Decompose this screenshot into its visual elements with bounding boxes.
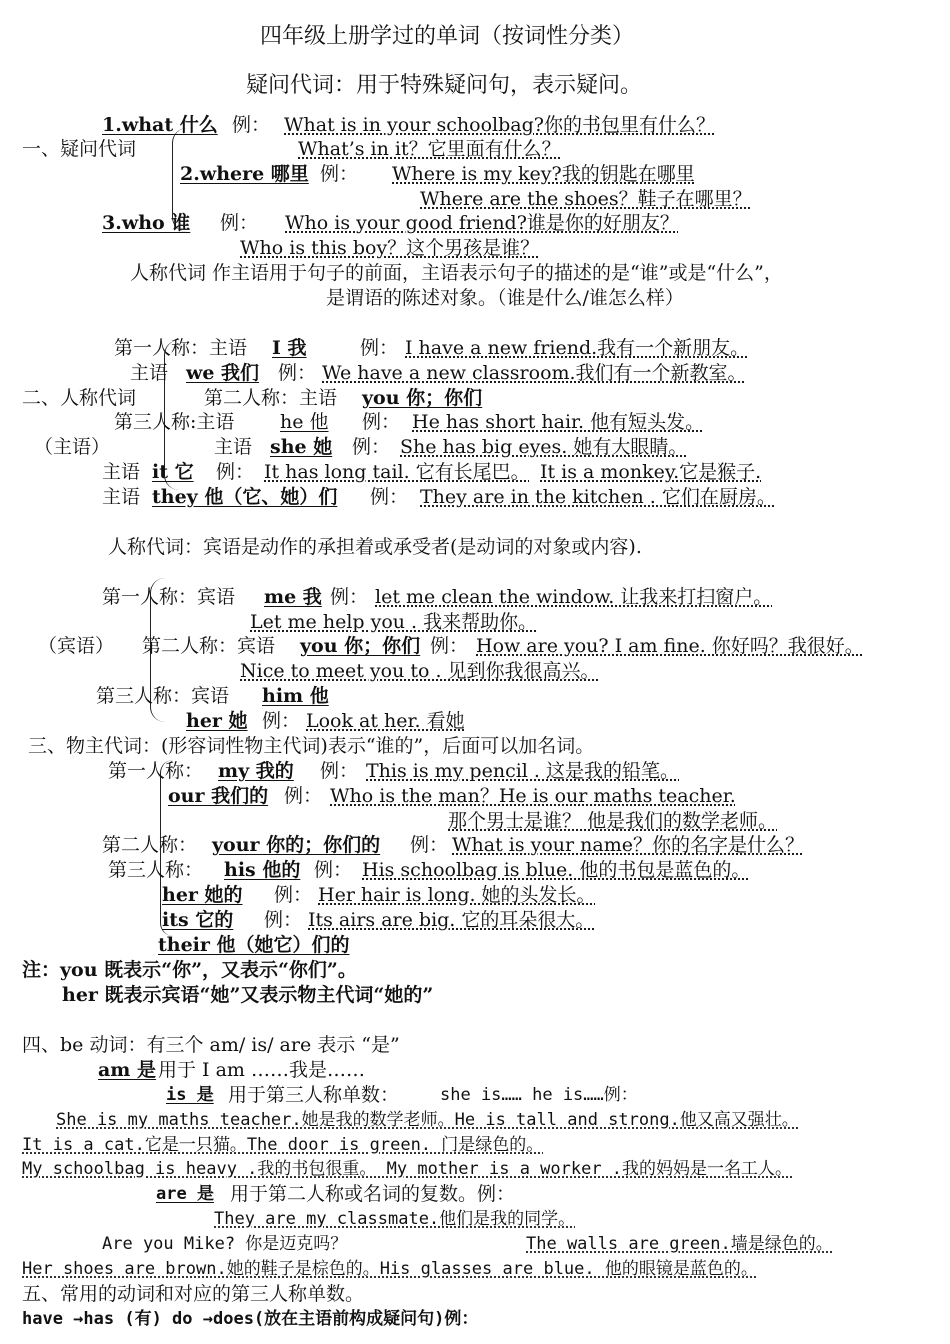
label: 例： xyxy=(278,362,317,384)
verb-line: have →has (有) do →does(放在主语前构成疑问句)例： xyxy=(22,1309,479,1329)
example: Who is this boy？这个男孩是谁？ xyxy=(240,237,540,259)
subheading: （主语） xyxy=(34,436,111,458)
word: your 你的；你们的 xyxy=(212,834,381,856)
example: Its airs are big. 它的耳朵很大。 xyxy=(308,909,595,931)
word: is 是 xyxy=(166,1085,214,1105)
word: 3.who 谁 xyxy=(102,212,191,234)
label: 例： xyxy=(352,436,391,458)
word: our 我们的 xyxy=(168,785,269,807)
word: their 他（她它）们的 xyxy=(158,934,350,956)
word: am 是 xyxy=(98,1059,157,1081)
note: her 既表示宾语“她”又表示物主代词“她的” xyxy=(62,984,434,1006)
word: its 它的 xyxy=(162,909,234,931)
word: he 他 xyxy=(280,411,329,433)
label: 例： xyxy=(410,834,449,856)
paragraph: 是谓语的陈述对象。（谁是什么/谁怎么样） xyxy=(326,287,684,309)
example: She is my maths teacher.她是我的数学老师。He is tall and strong.他又高又强壮。 xyxy=(56,1110,799,1130)
section-heading: 五、常用的动词和对应的第三人称单数。 xyxy=(22,1283,365,1305)
label: 例： xyxy=(216,461,255,483)
word: his 他的 xyxy=(224,859,301,881)
text: 用于第二人称或名词的复数。例： xyxy=(230,1183,516,1205)
label: 主语 xyxy=(214,436,253,458)
label: 例： xyxy=(370,486,409,508)
text: 用于 I am ……我是…… xyxy=(158,1059,365,1081)
example: Look at her. 看她 xyxy=(306,710,465,732)
example: 那个男士是谁？ 他是我们的数学老师。 xyxy=(448,810,778,832)
example: Let me help you . 我来帮助你。 xyxy=(250,611,538,633)
word: 2.where 哪里 xyxy=(180,163,309,185)
label: 例： xyxy=(362,411,401,433)
label: 例： xyxy=(262,710,301,732)
example: This is my pencil . 这是我的铅笔。 xyxy=(366,760,679,782)
word: I 我 xyxy=(272,337,307,359)
section-heading: 一、疑问代词 xyxy=(22,138,137,160)
example: It is a cat.它是一只猫。The door is green. 门是绿色的。 xyxy=(22,1135,544,1155)
label: 第三人称： xyxy=(108,859,204,881)
page-title: 四年级上册学过的单词（按词性分类） xyxy=(260,24,635,49)
paragraph: 人称代词 作主语用于句子的前面，主语表示句子的描述的是“谁”或是“什么”， xyxy=(130,262,783,284)
example: Are you Mike? 你是迈克吗？ xyxy=(102,1234,348,1254)
example: Nice to meet you to . 见到你我很高兴。 xyxy=(240,660,600,682)
label: 例： xyxy=(320,163,359,185)
label: 例： xyxy=(232,114,271,136)
example: They are my classmate.他们是我的同学。 xyxy=(214,1209,576,1229)
word: her 她 xyxy=(186,710,248,732)
label: 例： xyxy=(430,635,469,657)
section-heading: 二、人称代词 xyxy=(22,387,137,409)
word: it 它 xyxy=(152,461,194,483)
example: She has big eyes. 她有大眼睛。 xyxy=(400,436,688,458)
label: 例： xyxy=(284,785,323,807)
example: What’s in it？它里面有什么？ xyxy=(298,138,561,160)
word: me 我 xyxy=(264,586,322,608)
label: 第一人称： xyxy=(108,760,204,782)
word: him 他 xyxy=(262,685,329,707)
example: What is in your schoolbag?你的书包里有什么？ xyxy=(284,114,715,136)
label: 例： xyxy=(330,586,369,608)
subheading: （宾语） xyxy=(38,635,115,657)
example: Who is your good friend?谁是你的好朋友？ xyxy=(285,212,679,234)
label: 第二人称： xyxy=(102,834,198,856)
example: let me clean the window. 让我来打扫窗户。 xyxy=(375,586,773,608)
note: 注：you 既表示“你”，又表示“你们”。 xyxy=(22,959,357,981)
text: 用于第三人称单数： xyxy=(228,1084,400,1106)
word: her 她的 xyxy=(162,884,243,906)
example: The walls are green.墙是绿色的。 xyxy=(526,1234,833,1254)
label: 第二人称：宾语 xyxy=(142,635,276,657)
word: they 他（它、她）们 xyxy=(152,486,338,508)
label: 例： xyxy=(264,909,303,931)
label: 第三人称:主语 xyxy=(114,411,235,433)
word: you 你；你们 xyxy=(362,387,483,409)
page-subtitle: 疑问代词：用于特殊疑问句，表示疑问。 xyxy=(246,73,643,98)
label: 例： xyxy=(274,884,313,906)
example: His schoolbag is blue. 他的书包是蓝色的。 xyxy=(362,859,751,881)
section-heading: 三、物主代词：(形容词性物主代词)表示“谁的”，后面可以加名词。 xyxy=(28,735,595,757)
example: Where is my key?我的钥匙在哪里 xyxy=(392,163,695,185)
word: 1.what 什么 xyxy=(102,114,218,136)
label: 主语 xyxy=(102,461,141,483)
section-heading: 四、be 动词：有三个 am/ is/ are 表示 “是” xyxy=(22,1034,400,1056)
label: 例： xyxy=(220,212,259,234)
word: are 是 xyxy=(156,1184,214,1204)
example: We have a new classroom.我们有一个新教室。 xyxy=(322,362,747,384)
example: It has long tail. 它有长尾巴。 xyxy=(264,461,530,483)
example: I have a new friend.我有一个新朋友。 xyxy=(405,337,750,359)
label: 例： xyxy=(320,760,359,782)
example: Her hair is long. 她的头发长。 xyxy=(318,884,596,906)
paragraph: 人称代词：宾语是动作的承担着或承受者(是动词的对象或内容). xyxy=(108,536,642,558)
example: Her shoes are brown.她的鞋子是棕色的。His glasses are blue. 他的眼镜是蓝色的。 xyxy=(22,1259,758,1279)
example: What is your name？你的名字是什么？ xyxy=(452,834,804,856)
word: you 你；你们 xyxy=(300,635,421,657)
label: 第一人称：主语 xyxy=(114,337,248,359)
word: she 她 xyxy=(270,436,333,458)
example: Where are the shoes？鞋子在哪里？ xyxy=(420,188,752,210)
label: 第一人称：宾语 xyxy=(102,586,236,608)
example: How are you? I am fine. 你好吗？我很好。 xyxy=(476,635,864,657)
label: 第三人称：宾语 xyxy=(96,685,230,707)
example: They are in the kitchen . 它们在厨房。 xyxy=(420,486,776,508)
label: 主语 xyxy=(130,362,169,384)
label: 第二人称：主语 xyxy=(204,387,338,409)
example: My schoolbag is heavy .我的书包很重。 My mother is a worker .我的妈妈是一名工人。 xyxy=(22,1159,793,1179)
example: Who is the man？He is our maths teacher. xyxy=(330,785,736,807)
example: He has short hair. 他有短头发。 xyxy=(412,411,705,433)
word: my 我的 xyxy=(218,760,294,782)
text: she is…… he is……例： xyxy=(440,1085,638,1105)
label: 主语 xyxy=(102,486,141,508)
word: we 我们 xyxy=(186,362,260,384)
label: 例： xyxy=(360,337,399,359)
label: 例： xyxy=(314,859,353,881)
example: It is a monkey.它是猴子. xyxy=(540,461,762,483)
